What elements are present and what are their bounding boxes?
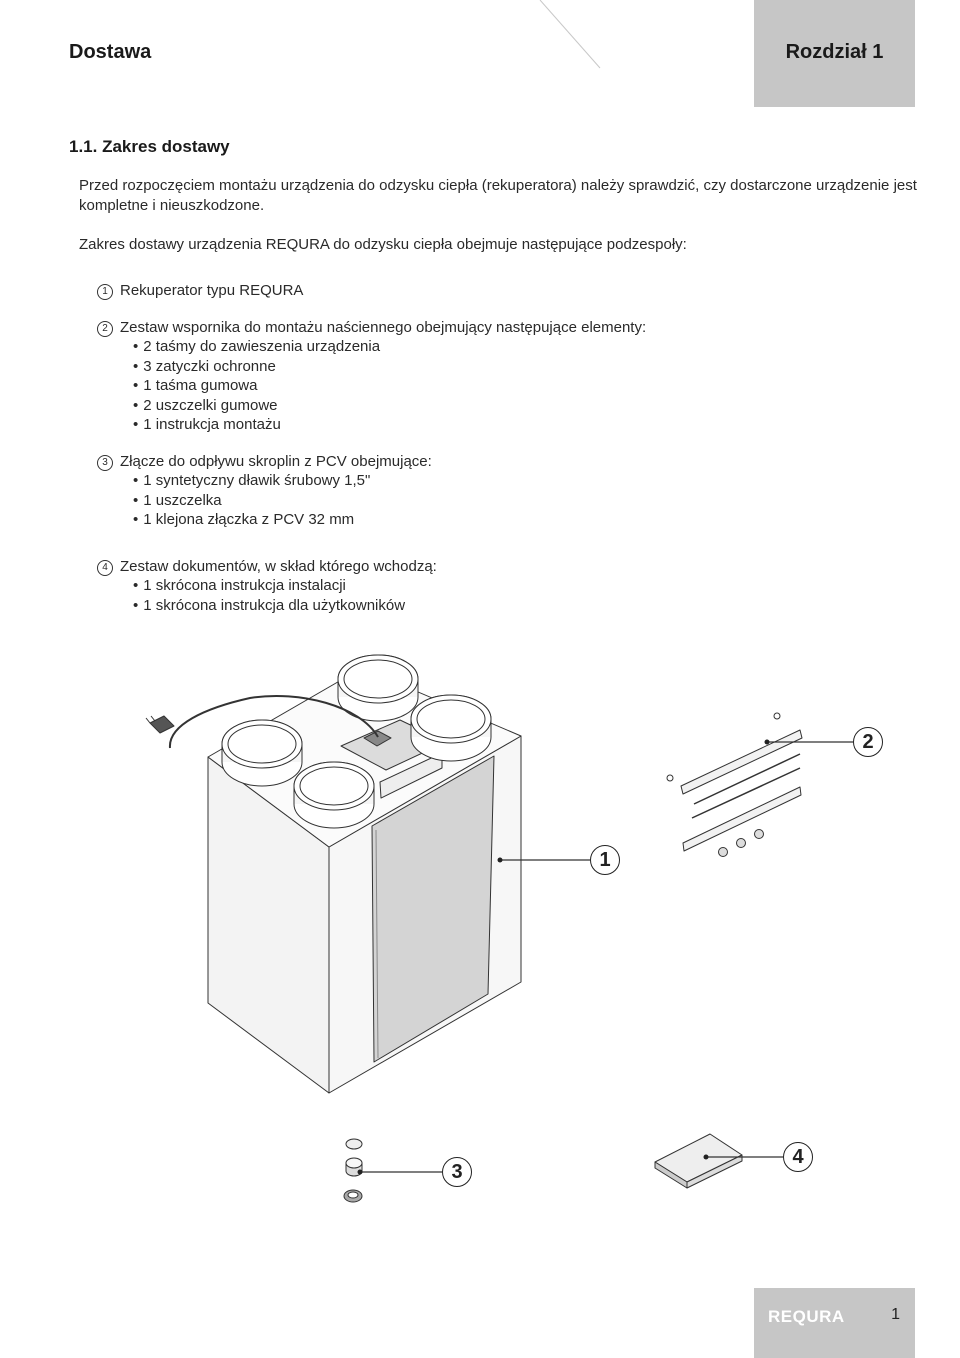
delivery-item-1 (97, 281, 303, 300)
bullet-item: • 3 zatyczki ochronne (134, 357, 646, 376)
bullet-item: • 1 taśma gumowa (134, 376, 646, 395)
documents-drawing (655, 1134, 742, 1188)
scope-paragraph: Zakres dostawy urządzenia REQURA do odzysku ciepła obejmuje następujące podzespoły: (79, 236, 687, 253)
item-bullet-list (97, 337, 646, 434)
delivery-item-3 (97, 452, 432, 530)
delivery-item-4 (97, 557, 437, 615)
item-title: Rekuperator typu REQURA (120, 282, 304, 299)
logo-text: REQURA (768, 1307, 845, 1326)
page-fold-line (0, 0, 960, 140)
page-number: 1 (891, 1306, 900, 1323)
intro-paragraph: Przed rozpoczęciem montażu urządzenia do odzysku ciepła (rekuperatora) należy sprawdzić, czy dostarczone urządzenie jest kompletne i nieuszkodzone. (79, 177, 917, 214)
bullet-item: • 1 uszczelka (134, 491, 432, 510)
delivery-item-2 (97, 318, 646, 434)
callout-4: 4 (783, 1142, 813, 1172)
bullet-item: • 1 instrukcja montażu (134, 415, 646, 434)
item-title: Zestaw wspornika do montażu naściennego obejmujący następujące elementy: (120, 319, 647, 336)
wall-bracket-drawing (667, 713, 802, 857)
delivery-illustration (0, 640, 960, 1220)
item-bullet-list (97, 471, 432, 529)
item-number-badge: 1 (97, 284, 113, 300)
bullet-item: • 2 uszczelki gumowe (134, 396, 646, 415)
item-number-badge: 3 (97, 455, 113, 471)
callout-2: 2 (853, 727, 883, 757)
bullet-item: • 1 skrócona instrukcja dla użytkowników (134, 596, 437, 615)
item-bullet-list (97, 576, 437, 615)
recuperator-unit-drawing (146, 655, 521, 1093)
section-title: 1.1. Zakres dostawy (69, 137, 230, 156)
bullet-item: • 2 taśmy do zawieszenia urządzenia (134, 337, 646, 356)
item-number-badge: 4 (97, 560, 113, 576)
item-number-badge: 2 (97, 321, 113, 337)
item-title: Zestaw dokumentów, w skład którego wchodzą: (120, 558, 437, 575)
item-title: Złącze do odpływu skroplin z PCV obejmujące: (120, 453, 432, 470)
bullet-item: • 1 syntetyczny dławik śrubowy 1,5" (134, 471, 432, 490)
chapter-label: Rozdział 1 (785, 41, 884, 63)
callout-1: 1 (590, 845, 620, 875)
header-title: Dostawa (69, 41, 152, 63)
bullet-item: • 1 skrócona instrukcja instalacji (134, 576, 437, 595)
requra-logo (768, 1303, 852, 1329)
bullet-item: • 1 klejona złączka z PCV 32 mm (134, 510, 432, 529)
callout-3: 3 (442, 1157, 472, 1187)
